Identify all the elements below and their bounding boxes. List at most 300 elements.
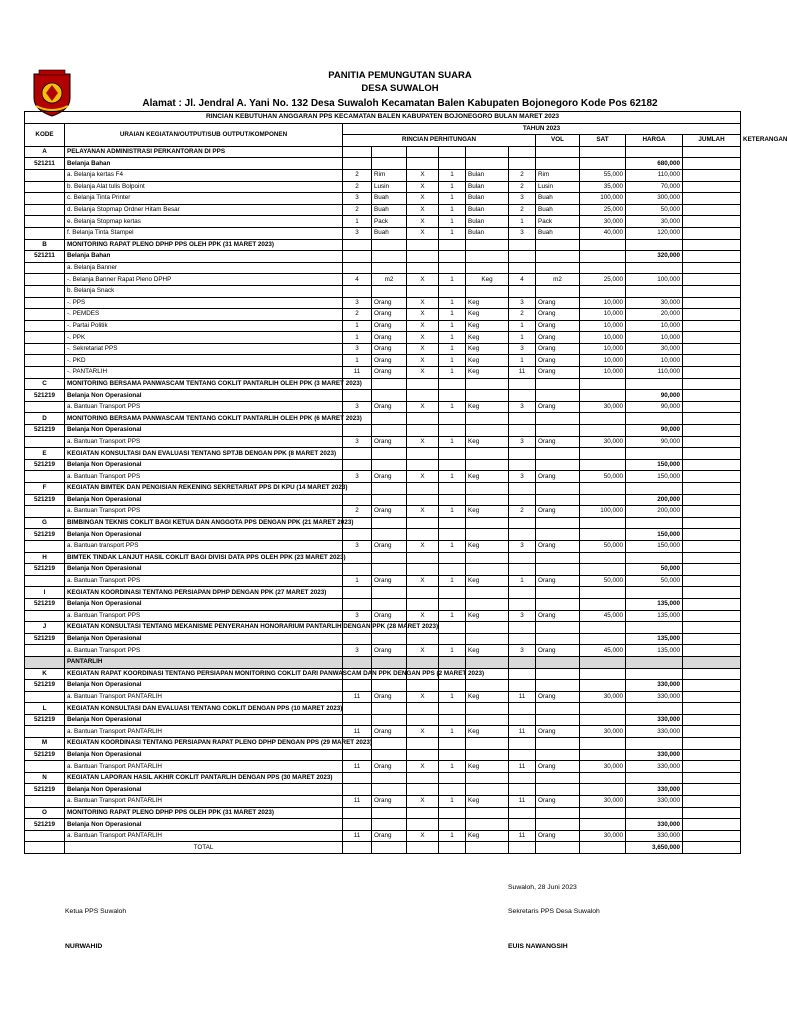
row-kode (25, 169, 65, 181)
empty-cell (509, 598, 536, 610)
empty-cell (343, 633, 372, 645)
row-uraian: -. Sekretariat PPS (65, 343, 343, 355)
row-jumlah: 200,000 (626, 494, 683, 506)
subsection-row (25, 529, 741, 541)
empty-cell (439, 749, 466, 761)
row-qty: 11 (343, 830, 372, 842)
subsection-row (25, 749, 741, 761)
table-row (25, 320, 741, 332)
row-uraian: -. PANTARLIH (65, 367, 343, 379)
empty-cell (580, 656, 626, 668)
row-keterangan (683, 529, 741, 541)
row-qty: 1 (343, 320, 372, 332)
row-keterangan (683, 227, 741, 239)
row-multiply: X (407, 401, 439, 413)
empty-cell (509, 807, 536, 819)
row-kode: G (25, 517, 65, 529)
row-sat: Orang (536, 726, 580, 738)
row-harga: 30,000 (580, 436, 626, 448)
row-qty: 2 (343, 309, 372, 321)
empty-cell (536, 448, 580, 460)
empty-cell (343, 251, 372, 263)
row-kode: I (25, 587, 65, 599)
row-jumlah: 90,000 (626, 401, 683, 413)
empty-cell (439, 413, 466, 425)
row-uraian: -. PEMDES (65, 309, 343, 321)
row-keterangan (683, 749, 741, 761)
empty-cell (580, 842, 626, 854)
empty-cell (372, 807, 407, 819)
empty-cell (536, 703, 580, 715)
row-freq: 1 (439, 309, 466, 321)
empty-cell (626, 517, 683, 529)
row-vol: 11 (509, 367, 536, 379)
row-kode: K (25, 668, 65, 680)
empty-cell (683, 703, 741, 715)
row-vol: 1 (509, 332, 536, 344)
row-kode (25, 645, 65, 657)
row-kode (25, 216, 65, 228)
row-harga: 45,000 (580, 610, 626, 622)
empty-cell (372, 842, 407, 854)
empty-cell (536, 413, 580, 425)
empty-cell (372, 529, 407, 541)
row-keterangan (683, 494, 741, 506)
table-row (25, 332, 741, 344)
empty-cell (536, 819, 580, 831)
row-jumlah: 50,000 (626, 564, 683, 576)
row-kode: F (25, 483, 65, 495)
row-freq-unit: Keg (466, 320, 509, 332)
empty-cell (372, 158, 407, 170)
row-jumlah: 135,000 (626, 598, 683, 610)
empty-cell (343, 448, 372, 460)
row-unit: Orang (372, 320, 407, 332)
row-kode: 521219 (25, 680, 65, 692)
row-freq: 1 (439, 367, 466, 379)
row-jumlah: 90,000 (626, 436, 683, 448)
row-uraian: MONITORING BERSAMA PANWASCAM TENTANG COKLIT PANTARLIH OLEH PPK (6 MARET 2023) (65, 413, 343, 425)
empty-cell (466, 842, 509, 854)
row-sat: Orang (536, 332, 580, 344)
row-uraian: -. PPK (65, 332, 343, 344)
empty-cell (509, 517, 536, 529)
empty-cell (509, 587, 536, 599)
row-freq (439, 262, 466, 274)
row-keterangan (683, 680, 741, 692)
row-freq: 1 (439, 761, 466, 773)
empty-cell (343, 703, 372, 715)
row-qty: 2 (343, 181, 372, 193)
empty-cell (580, 413, 626, 425)
empty-cell (536, 378, 580, 390)
row-freq-unit: Keg (466, 575, 509, 587)
row-keterangan (683, 633, 741, 645)
group-row (25, 656, 741, 668)
empty-cell (580, 494, 626, 506)
empty-cell (343, 552, 372, 564)
row-kode (25, 796, 65, 808)
empty-cell (439, 842, 466, 854)
row-kode: 521219 (25, 564, 65, 576)
empty-cell (466, 807, 509, 819)
row-vol: 2 (509, 309, 536, 321)
subsection-row (25, 390, 741, 402)
row-keterangan (683, 784, 741, 796)
row-freq: 1 (439, 575, 466, 587)
row-kode: E (25, 448, 65, 460)
row-unit: Orang (372, 343, 407, 355)
row-freq: 1 (439, 540, 466, 552)
section-row (25, 413, 741, 425)
empty-cell (343, 158, 372, 170)
empty-cell (439, 703, 466, 715)
row-qty: 2 (343, 506, 372, 518)
subsection-row (25, 251, 741, 263)
empty-cell (536, 633, 580, 645)
empty-cell (439, 633, 466, 645)
row-keterangan (683, 796, 741, 808)
empty-cell (466, 772, 509, 784)
empty-cell (509, 633, 536, 645)
row-keterangan (683, 193, 741, 205)
empty-cell (509, 251, 536, 263)
row-freq-unit: Bulan (466, 204, 509, 216)
row-multiply: X (407, 332, 439, 344)
table-row (25, 355, 741, 367)
row-multiply: X (407, 181, 439, 193)
empty-cell (343, 656, 372, 668)
empty-cell (343, 494, 372, 506)
empty-cell (580, 529, 626, 541)
row-jumlah: 20,000 (626, 309, 683, 321)
row-freq: 1 (439, 471, 466, 483)
empty-cell (536, 146, 580, 158)
row-unit: Orang (372, 645, 407, 657)
empty-cell (626, 807, 683, 819)
empty-cell (509, 158, 536, 170)
empty-cell (439, 784, 466, 796)
empty-cell (407, 819, 439, 831)
row-uraian: Belanja Non Operasional (65, 819, 343, 831)
empty-cell (580, 633, 626, 645)
empty-cell (466, 656, 509, 668)
row-freq-unit: Keg (466, 436, 509, 448)
row-uraian: KEGIATAN KONSULTASI TENTANG MEKANISME PENYERAHAN HONORARIUM PANTARLIH DENGAN PPK (28 MARET 2023) (65, 622, 343, 634)
section-row (25, 239, 741, 251)
empty-cell (343, 749, 372, 761)
empty-cell (407, 146, 439, 158)
row-jumlah: 10,000 (626, 320, 683, 332)
empty-cell (343, 842, 372, 854)
row-harga: 30,000 (580, 216, 626, 228)
row-unit: Buah (372, 227, 407, 239)
row-sat: Orang (536, 575, 580, 587)
empty-cell (683, 378, 741, 390)
section-row (25, 552, 741, 564)
empty-cell (683, 622, 741, 634)
subsection-row (25, 633, 741, 645)
row-jumlah: 100,000 (626, 274, 683, 286)
row-jumlah: 120,000 (626, 227, 683, 239)
row-multiply: X (407, 297, 439, 309)
row-kode (25, 332, 65, 344)
empty-cell (466, 459, 509, 471)
row-freq-unit: Keg (466, 297, 509, 309)
empty-cell (439, 378, 466, 390)
empty-cell (407, 517, 439, 529)
table-row (25, 343, 741, 355)
row-sat: Orang (536, 796, 580, 808)
row-multiply: X (407, 796, 439, 808)
empty-cell (439, 146, 466, 158)
row-kode: B (25, 239, 65, 251)
row-kode (25, 830, 65, 842)
empty-cell (372, 587, 407, 599)
row-qty: 1 (343, 216, 372, 228)
row-freq: 1 (439, 204, 466, 216)
table-row (25, 830, 741, 842)
empty-cell (466, 146, 509, 158)
row-uraian: KEGIATAN KOORDINASI TENTANG PERSIAPAN RAPAT PLENO DPHP DENGAN PPS (29 MARET 2023) (65, 738, 343, 750)
row-harga: 10,000 (580, 332, 626, 344)
row-harga: 30,000 (580, 691, 626, 703)
table-row (25, 274, 741, 286)
row-jumlah: 110,000 (626, 169, 683, 181)
row-jumlah: 330,000 (626, 726, 683, 738)
row-keterangan (683, 401, 741, 413)
row-kode (25, 691, 65, 703)
row-uraian: Belanja Non Operasional (65, 494, 343, 506)
row-keterangan (683, 819, 741, 831)
empty-cell (509, 784, 536, 796)
table-row (25, 540, 741, 552)
row-multiply: X (407, 355, 439, 367)
row-uraian: BIMBINGAN TEKNIS COKLIT BAGI KETUA DAN ANGGOTA PPS DENGAN PPK (21 MARET 2023) (65, 517, 343, 529)
row-jumlah: 90,000 (626, 390, 683, 402)
section-row (25, 146, 741, 158)
row-harga: 25,000 (580, 204, 626, 216)
empty-cell (372, 749, 407, 761)
empty-cell (439, 598, 466, 610)
empty-cell (343, 807, 372, 819)
row-freq-unit: Keg (466, 355, 509, 367)
empty-cell (580, 564, 626, 576)
row-kode: 521219 (25, 494, 65, 506)
empty-cell (407, 425, 439, 437)
row-sat: Orang (536, 540, 580, 552)
empty-cell (439, 494, 466, 506)
row-multiply: X (407, 169, 439, 181)
row-kode: 521211 (25, 158, 65, 170)
row-qty: 3 (343, 471, 372, 483)
row-kode: L (25, 703, 65, 715)
row-keterangan (683, 251, 741, 263)
row-vol: 3 (509, 471, 536, 483)
row-keterangan (683, 332, 741, 344)
row-qty: 11 (343, 761, 372, 773)
row-jumlah: 50,000 (626, 575, 683, 587)
row-unit: Orang (372, 796, 407, 808)
empty-cell (372, 738, 407, 750)
empty-cell (466, 552, 509, 564)
table-row (25, 193, 741, 205)
row-vol: 2 (509, 506, 536, 518)
row-unit: Orang (372, 506, 407, 518)
row-jumlah: 30,000 (626, 297, 683, 309)
col-tahun: TAHUN 2023 (343, 123, 741, 135)
empty-cell (372, 459, 407, 471)
row-keterangan (683, 714, 741, 726)
table-row (25, 506, 741, 518)
row-vol: 3 (509, 610, 536, 622)
empty-cell (372, 656, 407, 668)
row-uraian: c. Belanja Tinta Printer (65, 193, 343, 205)
row-uraian: Belanja Non Operasional (65, 749, 343, 761)
empty-cell (466, 483, 509, 495)
empty-cell (439, 251, 466, 263)
row-harga: 30,000 (580, 761, 626, 773)
subsection-row (25, 459, 741, 471)
row-harga (580, 262, 626, 274)
empty-cell (439, 807, 466, 819)
empty-cell (683, 239, 741, 251)
row-vol: 11 (509, 830, 536, 842)
empty-cell (536, 680, 580, 692)
row-kode: M (25, 738, 65, 750)
empty-cell (439, 158, 466, 170)
row-keterangan (683, 204, 741, 216)
row-sat: Orang (536, 343, 580, 355)
row-uraian: MONITORING RAPAT PLENO DPHP PPS OLEH PPK (31 MARET 2023) (65, 807, 343, 819)
row-keterangan (683, 598, 741, 610)
row-keterangan (683, 425, 741, 437)
row-qty: 4 (343, 274, 372, 286)
empty-cell (439, 239, 466, 251)
empty-cell (683, 448, 741, 460)
row-keterangan (683, 320, 741, 332)
empty-cell (407, 703, 439, 715)
row-vol: 1 (509, 575, 536, 587)
row-vol: 1 (509, 320, 536, 332)
empty-cell (372, 425, 407, 437)
row-uraian: a. Bantuan Transport PPS (65, 436, 343, 448)
empty-cell (509, 529, 536, 541)
row-multiply: X (407, 575, 439, 587)
row-qty: 2 (343, 204, 372, 216)
table-row (25, 436, 741, 448)
section-row (25, 807, 741, 819)
total-label: TOTAL (65, 842, 343, 854)
row-unit: Orang (372, 367, 407, 379)
right-signatory-title: Sekretaris PPS Desa Suwaloh (508, 908, 600, 915)
row-freq-unit: Bulan (466, 216, 509, 228)
row-qty: 1 (343, 355, 372, 367)
empty-cell (580, 714, 626, 726)
row-sat: Orang (536, 506, 580, 518)
empty-cell (580, 390, 626, 402)
row-keterangan (683, 297, 741, 309)
row-qty: 11 (343, 691, 372, 703)
row-qty: 3 (343, 343, 372, 355)
empty-cell (407, 251, 439, 263)
row-jumlah: 110,000 (626, 367, 683, 379)
row-uraian: b. Belanja Snack (65, 285, 343, 297)
row-jumlah: 300,000 (626, 193, 683, 205)
empty-cell (343, 425, 372, 437)
empty-cell (536, 517, 580, 529)
row-keterangan (683, 367, 741, 379)
row-harga: 50,000 (580, 575, 626, 587)
row-uraian: a. Bantuan Transport PANTARLIH (65, 691, 343, 703)
row-harga (580, 285, 626, 297)
empty-cell (439, 587, 466, 599)
empty-cell (343, 772, 372, 784)
empty-cell (466, 680, 509, 692)
empty-cell (509, 459, 536, 471)
row-kode (25, 656, 65, 668)
row-sat: Orang (536, 610, 580, 622)
empty-cell (343, 680, 372, 692)
row-freq: 1 (439, 169, 466, 181)
row-jumlah (626, 262, 683, 274)
empty-cell (372, 633, 407, 645)
empty-cell (439, 459, 466, 471)
row-kode: N (25, 772, 65, 784)
empty-cell (626, 239, 683, 251)
row-keterangan (683, 158, 741, 170)
total-value: 3,650,000 (626, 842, 683, 854)
empty-cell (372, 390, 407, 402)
row-kode: 521219 (25, 598, 65, 610)
empty-cell (407, 564, 439, 576)
row-kode (25, 343, 65, 355)
row-kode (25, 297, 65, 309)
row-freq-unit: Keg (466, 830, 509, 842)
row-keterangan (683, 390, 741, 402)
row-jumlah: 320,000 (626, 251, 683, 263)
row-harga: 100,000 (580, 193, 626, 205)
empty-cell (439, 390, 466, 402)
row-keterangan (683, 285, 741, 297)
row-sat (536, 285, 580, 297)
row-vol: 2 (509, 169, 536, 181)
row-qty: 1 (343, 332, 372, 344)
row-qty: 2 (343, 169, 372, 181)
row-kode: 521219 (25, 819, 65, 831)
row-qty: 3 (343, 436, 372, 448)
row-harga: 30,000 (580, 401, 626, 413)
row-vol: 1 (509, 216, 536, 228)
row-sat: Orang (536, 309, 580, 321)
row-keterangan (683, 575, 741, 587)
row-jumlah: 10,000 (626, 355, 683, 367)
empty-cell (372, 714, 407, 726)
table-row (25, 181, 741, 193)
empty-cell (509, 668, 536, 680)
row-vol (509, 262, 536, 274)
row-kode: 521219 (25, 633, 65, 645)
row-freq-unit: Keg (466, 332, 509, 344)
row-sat: Orang (536, 297, 580, 309)
row-vol: 3 (509, 227, 536, 239)
row-sat: Pack (536, 216, 580, 228)
row-unit: Pack (372, 216, 407, 228)
row-freq: 1 (439, 227, 466, 239)
row-uraian: -. PKD (65, 355, 343, 367)
row-jumlah: 330,000 (626, 749, 683, 761)
empty-cell (407, 483, 439, 495)
